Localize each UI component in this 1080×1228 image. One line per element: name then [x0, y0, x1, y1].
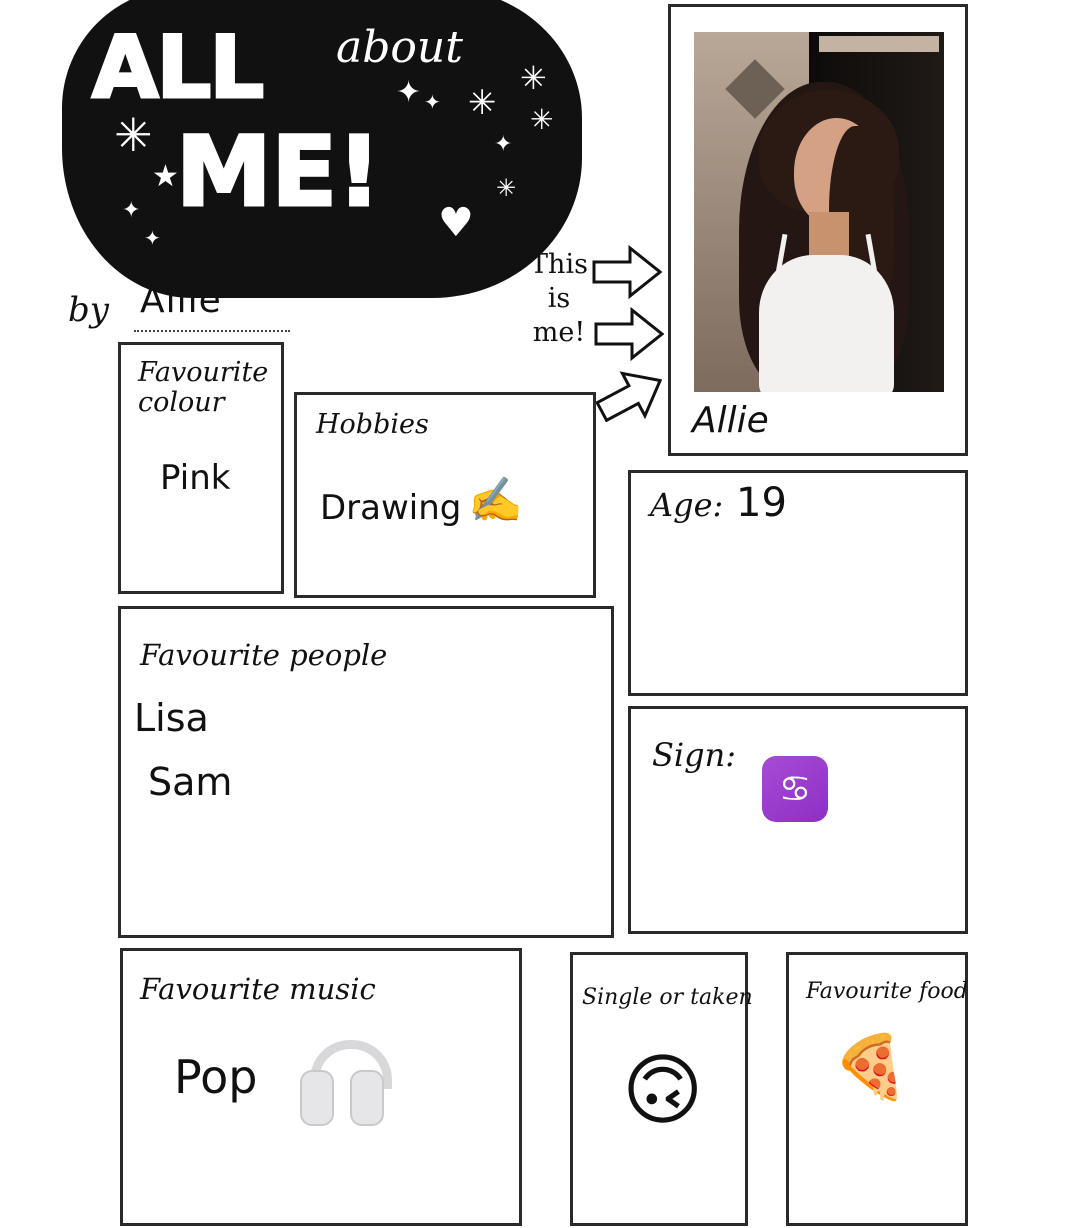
relationship-label: Single or taken [582, 985, 753, 1010]
this-is-me-line1: This [530, 249, 588, 280]
favourite-colour-label: Favourite colour [138, 357, 269, 418]
sign-label: Sign: [652, 736, 737, 774]
star-icon: ✦ [396, 75, 422, 110]
star-icon: ✦ [494, 132, 513, 157]
hobbies-value: Drawing [320, 488, 462, 528]
this-is-me-line3: me! [532, 316, 586, 348]
star-icon: ✳ [496, 174, 517, 202]
age-label: Age: [650, 486, 724, 524]
photo-caption: Allie [692, 400, 769, 441]
arrow-icon [592, 244, 662, 300]
this-is-me-label [524, 248, 594, 349]
favourite-food-label: Favourite food [806, 979, 968, 1004]
title-me-text: ME! [176, 116, 381, 228]
star-icon: ✳ [114, 108, 153, 162]
pizza-icon: 🍕 [832, 1030, 910, 1103]
star-icon: ✦ [122, 198, 141, 223]
age-value: 19 [736, 480, 787, 526]
arrow-icon [587, 355, 675, 437]
star-icon: ✳ [520, 59, 547, 97]
writing-hand-icon: ✍️ [468, 475, 523, 526]
favourite-people-label: Favourite people [140, 638, 388, 672]
byline-name: Allie [140, 280, 222, 321]
cancer-zodiac-icon: ♋ [762, 756, 828, 822]
favourite-colour-value: Pink [160, 458, 231, 498]
byline-prefix: by [68, 290, 109, 330]
byline-underline [134, 330, 290, 332]
heart-icon: ♥ [438, 200, 474, 246]
portrait-photo [694, 32, 944, 392]
favourite-music-value: Pop [174, 1050, 258, 1104]
title-all-text: ALL [92, 18, 263, 118]
title-about-text: about [336, 22, 463, 73]
headphones-icon [296, 1040, 388, 1136]
favourite-people-value-1: Lisa [134, 696, 209, 740]
star-icon: ✳ [530, 103, 554, 136]
star-icon: ✳ [468, 83, 497, 123]
hobbies-label: Hobbies [316, 409, 429, 440]
page-edge [0, 0, 6, 1228]
this-is-me-line2: is [547, 282, 571, 314]
star-icon: ★ [152, 159, 179, 194]
arrow-icon [594, 306, 664, 362]
favourite-music-label: Favourite music [140, 972, 376, 1006]
upside-down-face-icon: 🙃 [622, 1046, 704, 1136]
star-icon: ✦ [424, 90, 441, 114]
favourite-people-value-2: Sam [148, 760, 233, 804]
star-icon: ✦ [144, 226, 161, 250]
